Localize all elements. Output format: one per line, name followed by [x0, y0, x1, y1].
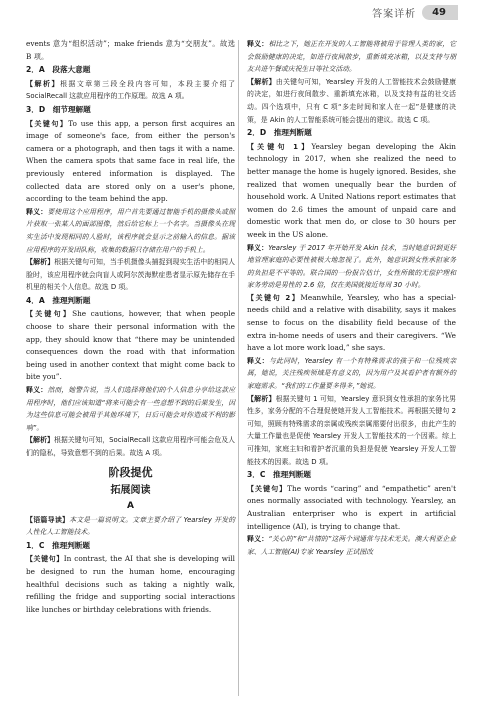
passage-letter: A	[127, 500, 134, 511]
passage-question-1-translation	[247, 38, 456, 76]
explanation-tag: 【解析】	[247, 394, 276, 403]
question-2-heading: 2．A 段落大意题	[26, 65, 91, 75]
question-2-explanation	[26, 78, 235, 103]
section-title: 阶段提优	[108, 465, 153, 479]
translation-text: 要使用这个应用程序，用户首先要通过智能手机的摄像头或照片获取一张某人的面部图像，然后给它标上一个名字。当摄像头在现实生活中发现相同的人脸时，该程序就会显示之前输入的信息。据该应用程序的开发团队称，收集的数据只存储在用户的手机上。	[26, 207, 236, 254]
key-sentence-tag: 【关键句】	[26, 310, 73, 319]
translation-text: 与此同时，Yearsley 有一个有特殊需求的孩子和一位残疾亲属，她说，关注残疾领域是有意义的，因为用户及其看护者有额外的家庭需求。“我们的工作量要多得多，”她说。	[247, 356, 457, 391]
translation-text: 然而，她警告说，当人们选择将他们的个人信息分享给这款应用程序时，他们应该知道“将来可能会有一些意想不到的后果发生，因为这些信息可能会被用于其他环境下，日后可能会对你造成不利的影响”。	[26, 386, 236, 432]
question-4-explanation	[26, 434, 235, 459]
passage-question-3-heading: 3．C 推理判断题	[247, 470, 312, 480]
question-3-heading: 3．D 细节理解题	[26, 104, 91, 114]
key-sentence-text: In contrast, the AI that she is developing will be designed to run the human home, encouraging healthful decisions such as taking a nightly walk, refilling the fridge and supporting social interactions like lunches or birthday celebrations with friends.	[26, 554, 235, 614]
column-divider	[238, 40, 239, 696]
passage-question-2-translation-2	[247, 355, 456, 393]
explanation-text: 根据文章第三段全段内容可知，本段主要介绍了 SocialRecall 这款应用程序的工作原理。故选 A 项。	[26, 79, 236, 101]
passage-guide	[26, 514, 235, 539]
translation-tag: 释义：	[247, 243, 269, 252]
explanation-tag: 【解析】	[26, 79, 61, 88]
translation-tag: 释义：	[26, 386, 48, 395]
question-4-key-sentence	[26, 308, 235, 384]
key-sentence-text: Meanwhile, Yearsley, who has a special-needs child and a relative with disability, says it makes sense to focus on the disability field because of the extra in-home needs of users and their caregivers. “We have a lot more work load,” she says.	[247, 292, 457, 353]
guide-text: 本文是一篇说明文。文章主要介绍了 Yearsley 开发的人性化人工智能技术。	[26, 515, 236, 537]
passage-question-2-heading: 2．D 推理判断题	[247, 128, 312, 138]
explanation-tag: 【解析】	[26, 258, 55, 267]
left-column	[26, 38, 235, 616]
translation-tag: 释义：	[247, 535, 269, 544]
explanation-text: 根据关键句可知，当手机摄像头捕捉到现实生活中的相同人脸时，该应用程序就会向盲人或阿尔茨海默症患者显示原先储存在手机里的相关个人信息。故选 D 项。	[26, 258, 236, 292]
question-4-translation	[26, 384, 235, 434]
question-3-translation	[26, 206, 235, 256]
passage-question-3-key-sentence	[247, 483, 456, 533]
key-sentence-tag: 【关键句 1】	[247, 142, 312, 151]
passage-question-1-heading: 1．C 推理判断题	[26, 540, 91, 550]
right-column	[247, 38, 456, 558]
key-sentence-tag: 【关键句】	[26, 555, 64, 564]
key-sentence-text: She cautions, however, that when people choose to share their personal information with the app, they should know that “there may be unintended consequences down the road with that information being used in another context that might come back to bite you”.	[26, 309, 236, 382]
passage-question-2-key-sentence-2	[247, 292, 456, 355]
passage-question-3-translation	[247, 533, 456, 558]
passage-question-1-key-sentence	[26, 553, 235, 616]
translation-text: “关心的”和“共情的”这两个词通常与技术无关。澳大利亚企业家、人工智能(AI)专家 Yearsley 正试图改	[247, 535, 456, 556]
question-3-explanation	[26, 256, 235, 294]
translation-tag: 释义：	[26, 207, 48, 216]
header-title: 答案详析	[372, 8, 417, 20]
key-sentence-text: Yearsley began developing the Akin technology in 2017, when she realized the need to better manage the home is hugely ignored. Besides, she realized that women unequally bear the burden of household work. A United Nations report estimates that women do 2.6 times the amount of unpaid care and domestic work that men do, or close to 30 hours per week in the US alone.	[247, 141, 456, 239]
passage-question-2-translation-1	[247, 242, 456, 292]
answer-text: events 意为“组织活动”；make friends 意为“交朋友”。故选 B 项。	[26, 39, 235, 61]
translation-tag: 释义：	[247, 356, 269, 365]
translation-tag: 释义：	[247, 40, 269, 48]
explanation-tag: 【解析】	[247, 77, 276, 86]
translation-text: Yearsley 于 2017 年开始开发 Akin 技术，当时她意识到更好地管理家庭的必要性被极大地忽视了。此外，她意识到女性承担家务的负担是不平等的。联合国的一份报告估计，女性所做的无偿护理和家务劳动是男性的 2.6 倍，仅在美国就接近每周 30 小时。	[247, 243, 457, 290]
page-header	[0, 0, 480, 24]
explanation-text: 由关键句可知，Yearsley 开发的人工智能技术会鼓励健康的决定，如进行夜间散步、重新填充冰箱，以及支持有益的社交活动。四个选项中，只有 C 项“多走时间和家人在一起”是健康的决策，是 Akin 的人工智能系统可能会提出的建议。故选 C 项。	[247, 77, 457, 124]
explanation-tag: 【解析】	[26, 436, 54, 445]
guide-tag: 【语篇导读】	[26, 515, 70, 524]
key-sentence-text: To use this app, a person first acquires an image of someone's face, from either the person's camera or a photograph, and then tags it with a name. When the camera spots that same face in real life, the previously entered information is displayed. The collected data are stored only on a user's phone, according to the team behind the app.	[26, 118, 235, 204]
page-number-badge: 49	[422, 5, 458, 20]
translation-text: 相比之下，她正在开发的人工智能将被用于管理人类的家，它会鼓励健康的决定，如进行夜间散步，重新填充冰箱，以及支持与朋友共进午餐或庆祝生日等社交活动。	[247, 40, 457, 74]
passage-question-1-explanation	[247, 76, 456, 126]
key-sentence-text: The words “caring” and “empathetic” aren't ones normally associated with technology. Yearsley, an Australian enterpriser who is expert in artificial intelligence (AI), is trying to change that.	[247, 483, 456, 531]
explanation-text: 根据关键句 1 可知，Yearsley 意识到女性承担的家务比男性多，家务分配的不合理促使她开发人工智能技术。再根据关键句 2 可知，照顾有特殊需求的亲属或残疾亲属需要付出很多，由此产生的大量工作量也是促使 Yearsley 开发人工智能技术的一个因素。综上可推知，家庭主妇和看护者沉重的负担是促使 Yearsley 开发人工智能技术的因素。故选 D 项。	[247, 394, 456, 466]
key-sentence-tag: 【关键句】	[26, 119, 69, 128]
key-sentence-tag: 【关键句】	[247, 484, 288, 493]
question-4-heading: 4．A 推理判断题	[26, 295, 91, 305]
question-3-key-sentence	[26, 118, 235, 206]
section-subtitle: 拓展阅读	[110, 484, 151, 496]
passage-question-2-key-sentence-1	[247, 141, 456, 242]
key-sentence-tag: 【关键句 2】	[247, 293, 301, 302]
explanation-text: 根据关键句可知，SocialRecall 这款应用程序可能会危及人们的隐私，导致意想不到的后果。故选 A 项。	[26, 436, 235, 457]
passage-question-2-explanation	[247, 393, 456, 469]
